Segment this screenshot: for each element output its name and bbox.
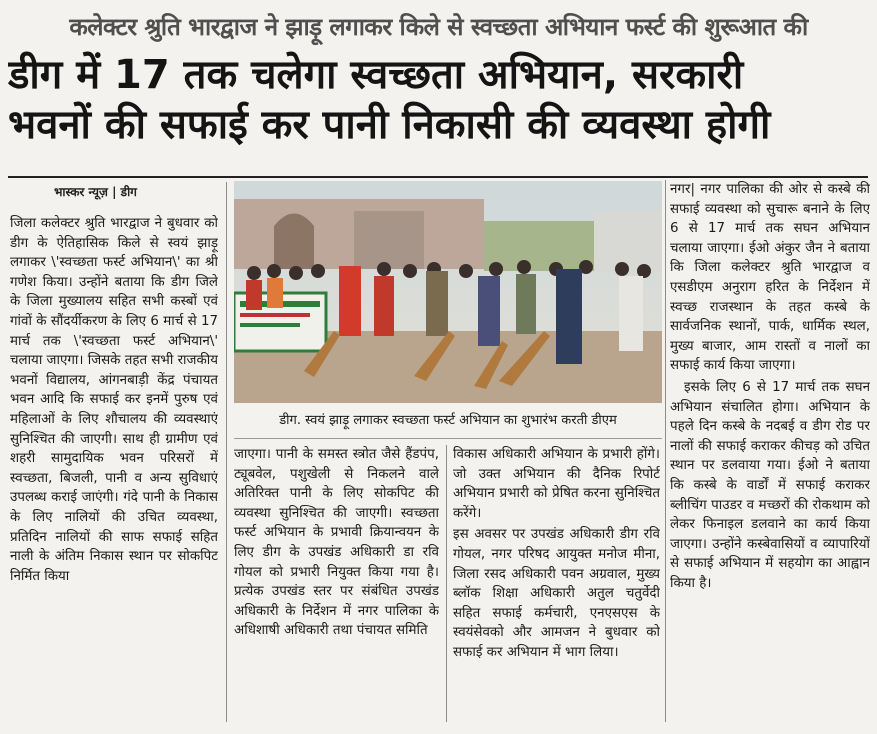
article-column-2 [234, 445, 439, 725]
headline-line-2: भवनों की सफाई कर पानी निकासी की व्यवस्था होगी [8, 102, 771, 148]
headline [8, 50, 870, 150]
article-column-1 [10, 214, 218, 719]
headline-rule [8, 176, 868, 178]
column-divider [665, 180, 666, 722]
photo-caption: डीग. स्वयं झाड़ू लगाकर स्वच्छता फर्स्ट अभियान का शुभारंभ करती डीएम [234, 404, 662, 439]
column-divider [446, 445, 447, 722]
paragraph: नगर| नगर पालिका की ओर से कस्बे की सफाई व्यवस्था को सुचारू बनाने के लिए 6 से 17 मार्च तक सघन अभियान चलाया जाएगा। ईओ अंकुर जैन ने बताया कि जिला कलेक्टर श्रुति भारद्वाज व एसडीएम अनुराग हरित के निर्देशन में स्वच्छ राजस्थान के तहत कस्बे के सार्वजनिक स्थानों, पार्क, धार्मिक स्थल, मुख्य बाजार, आम रास्तों व नालों का सफाई कार्य किया जाएगा। [670, 182, 870, 374]
kicker: कलेक्टर श्रुति भारद्वाज ने झाड़ू लगाकर किले से स्वच्छता अभियान फर्स्ट की शुरूआत की [69, 13, 808, 41]
paragraph: जिला कलेक्टर श्रुति भारद्वाज ने बुधवार को डीग के ऐतिहासिक किले से स्वयं झाड़ू लगाकर \'स्वच्छता फर्स्ट अभियान\' का श्री गणेश किया। उन्होंने बताया कि डीग जिले के जिला मुख्यालय सहित सभी कस्बों एवं गांवों के सौंदर्यीकरण के लिए 6 मार्च से 17 मार्च तक \'स्वच्छता फर्स्ट अभियान\' चलाया जाएगा। जिसके तहत सभी राजकीय भवनों विद्यालय, आंगनबाड़ी केंद्र पंचायत भवन आदि कि सफाई कर इनमें पुरुष एवं महिलाओं के लिए शौचालय की व्यवस्थाएं सुनिश्चित की जाएगी। साथ ही ग्रामीण एवं शहरी सामुदायिक भवन परिसरों में स्वच्छता, बिजली, पानी व अन्य सुविधाएं उपलब्ध कराई जाएंगी। गंदे पानी के निकास के लिए नालियों की उचित व्यवस्था, प्रतिदिन नालियों की साफ सफाई सहित नाली के अंतिम निकास स्थान पर सोकपिट निर्मित किया [10, 216, 218, 584]
headline-line-1: डीग में 17 तक चलेगा स्वच्छता अभियान, सरकारी [8, 52, 744, 98]
paragraph: इस अवसर पर उपखंड अधिकारी डीग रवि गोयल, नगर परिषद आयुक्त मनोज मीना, जिला रसद अधिकारी पवन अग्रवाल, मुख्य ब्लॉक शिक्षा अधिकारी अतुल चतुर्वेदी सहित सफाई कर्मचारी, एनएसएस के स्वयंसेवको और आमजन ने बुधवार को सफाई कर अभियान में भाग लिया। [453, 527, 660, 660]
news-photo-illustration [234, 181, 662, 403]
article-column-4 [670, 180, 870, 720]
article-column-3 [453, 445, 660, 725]
paragraph: जाएगा। पानी के समस्त स्त्रोत जैसे हैंडपंप, ट्यूबवेल, पशुखेली से निकलने वाले अतिरिक्त पानी के लिए सोकपिट की व्यवस्था सुनिश्चित की जाएगी। स्वच्छता फर्स्ट अभियान के प्रभावी क्रियान्वयन के लिए डीग के उपखंड अधिकारी डा रवि गोयल को प्रभारी नियुक्त किया गया है। प्रत्येक उपखंड स्तर पर संबंधित उपखंड अधिकारी के निर्देशन में नगर पालिका के अधिशाषी अधिकारी तथा पंचायत समिति [234, 447, 439, 639]
paragraph: इसके लिए 6 से 17 मार्च तक सघन अभियान संचालित होगा। अभियान के पहले दिन कस्बे के नदबई व डीग रोड पर नालों की सफाई कराकर कीचड़ को उचित स्थान पर डलवाया गया। ईओ ने बताया कि कस्बे के वार्डों में सफाई कराकर ब्लीचिंग पाउडर व मच्छरों की रोकथाम को लेकर फिनाइल डलवाने का कार्य किया जाएगा। उन्होंने कस्बेवासियों व व्यापारियों से सफाई अभियान में सहयोग का आह्वान किया है। [670, 379, 870, 591]
news-photo [234, 181, 662, 403]
paragraph: विकास अधिकारी अभियान के प्रभारी होंगे। जो उक्त अभियान की दैनिक रिपोर्ट अभियान प्रभारी को प्रेषित करना सुनिश्चित करेंगे। [453, 447, 660, 521]
byline: भास्कर न्यूज़ | डीग [54, 185, 137, 199]
column-divider [226, 182, 227, 722]
